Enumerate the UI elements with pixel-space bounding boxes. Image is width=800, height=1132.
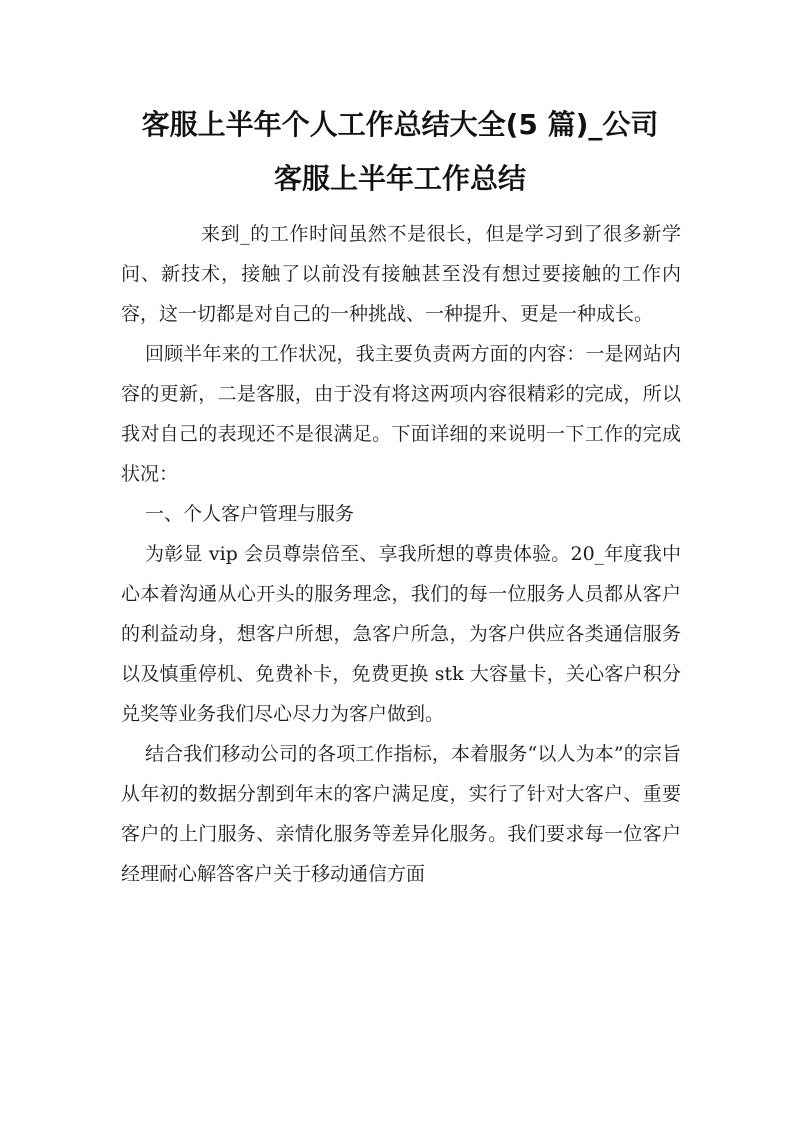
paragraph: 来到_的工作时间虽然不是很长，但是学习到了很多新学问、新技术，接触了以前没有接触甚至没有想过要接触的工作内容，这一切都是对自己的一种挑战、一种提升、更是一种成长。 <box>121 223 681 325</box>
document-title <box>100 98 700 206</box>
section-heading: 一、个人客户管理与服务 <box>145 503 355 525</box>
title-line-2: 客服上半年工作总结 <box>273 162 526 195</box>
paragraph: 回顾半年来的工作状况，我主要负责两方面的内容：一是网站内容的更新，二是客服，由于没有将这两项内容很精彩的完成，所以我对自己的表现还不是很满足。下面详细的来说明一下工作的完成状况： <box>121 343 681 485</box>
paragraph: 结合我们移动公司的各项工作指标，本着服务“以人为本”的宗旨从年初的数据分割到年末的客户满足度，实行了针对大客户、重要客户的上门服务、亲情化服务等差异化服务。我们要求每一位客户经理耐心解答客户关于移动通信方面 <box>121 743 681 885</box>
paragraph: 为彰显 vip 会员尊崇倍至、享我所想的尊贵体验。20_年度我中心本着沟通从心开头的服务理念，我们的每一位服务人员都从客户的利益动身，想客户所想，急客户所急，为客户供应各类通信服务以及慎重停机、免费补卡，免费更换 stk 大容量卡，关心客户积分兑奖等业务我们尽心尽力为客户做到。 <box>121 543 681 725</box>
document-body <box>121 214 681 894</box>
title-line-1: 客服上半年个人工作总结大全(5 篇)_公司 <box>141 108 659 141</box>
